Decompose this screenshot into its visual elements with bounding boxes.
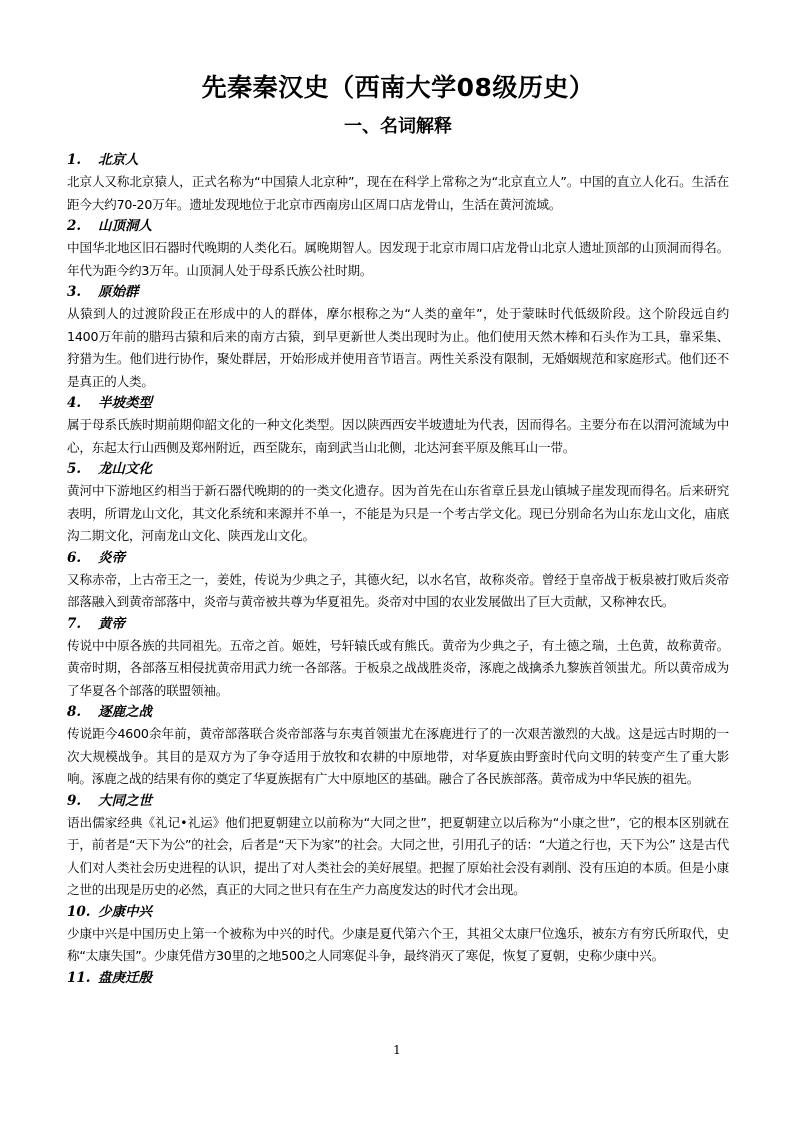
entry-term	[67, 902, 729, 923]
list-item	[67, 902, 729, 968]
entry-definition: 从猿到人的过渡阶段正在形成中的人的群体，摩尔根称之为“人类的童年”，处于蒙昧时代低级阶段。这个阶段远自约1400万年前的腊玛古猿和后来的南方古猿，到早更新世人类出现时为止。他们使用天然木棒和石头作为工具，靠采集、狩猎为生。他们进行协作，聚处群居，开始形成并使用音节语言。两性关系没有限制，无婚姻规范和家庭形式。他们还不是真正的人类。	[67, 306, 729, 389]
entry-term	[67, 282, 729, 303]
document-page	[67, 70, 729, 989]
entry-number: 8.	[67, 704, 82, 720]
entry-number: 1.	[67, 152, 82, 168]
list-item	[67, 548, 729, 614]
section-heading: 一、名词解释	[344, 116, 452, 137]
entry-term-label: 盘庚迁殷	[98, 969, 152, 986]
entry-number: 5.	[67, 461, 82, 477]
entry-term-label: 半坡类型	[98, 395, 152, 411]
entry-number: 2.	[67, 218, 82, 234]
entry-definition: 属于母系氏族时期前期仰韶文化的一种文化类型。因以陕西西安半坡遗址为代表，因而得名。主要分布在以渭河流域为中心，东起太行山西侧及郑州附近，西至陇东，南到武当山北侧，北达河套平原及熊耳山一带。	[67, 417, 729, 455]
entry-term-label: 逐鹿之战	[98, 704, 152, 720]
list-item	[67, 282, 729, 393]
entry-definition: 北京人又称北京猿人，正式名称为“中国猿人北京种”，现在在科学上常称之为“北京直立人”。中国的直立人化石。生活在距今大约70-20万年。遗址发现地位于北京市西南房山区周口店龙骨山，生活在黄河流域。	[67, 174, 729, 212]
entry-term	[67, 216, 729, 237]
entry-term	[67, 459, 729, 480]
entry-number: 11.	[67, 969, 91, 986]
entry-term	[67, 968, 729, 989]
entry-term-label: 山顶洞人	[98, 218, 152, 234]
entry-definition: 黄河中下游地区约相当于新石器代晚期的的一类文化遗存。因为首先在山东省章丘县龙山镇城子崖发现而得名。后来研究表明，所谓龙山文化，其文化系统和来源并不单一，不能是为只是一个考古学文化。现已分别命名为山东龙山文化，庙底沟二期文化，河南龙山文化、陕西龙山文化。	[67, 483, 729, 543]
list-item	[67, 614, 729, 703]
entry-definition: 传说中中原各族的共同祖先。五帝之首。姬姓，号轩辕氏或有熊氏。黄帝为少典之子，有土德之瑞，土色黄，故称黄帝。黄帝时期，各部落互相侵扰黄帝用武力统一各部落。于板泉之战战胜炎帝，涿鹿之战擒杀九黎族首领蚩尤。所以黄帝成为了华夏各个部落的联盟领袖。	[67, 637, 729, 698]
entry-term-label: 少康中兴	[98, 903, 152, 920]
entry-number: 3.	[67, 284, 82, 300]
document-title: 先秦秦汉史（西南大学08级历史）	[201, 73, 595, 102]
entry-term	[67, 393, 729, 414]
entry-term-label: 大同之世	[98, 792, 152, 809]
entry-term	[67, 702, 729, 723]
list-item	[67, 791, 729, 902]
entry-definition: 语出儒家经典《礼记•礼运》他们把夏朝建立以前称为“大同之世”，把夏朝建立以后称为“小康之世”，它的根本区别就在于，前者是“天下为公”的社会，后者是“天下为家”的社会。大同之世，引用孔子的话：“大道之行也，天下为公” 这是古代人们对人类社会历史进程的认识，提出了对人类社会的美好展望。把握了原始社会没有剥削、没有压迫的本质。但是小康之世的出现是历史的必然，真正的大同之世只有在生产力高度发达的时代才会出现。	[67, 814, 729, 897]
entry-term	[67, 614, 729, 635]
entry-list	[67, 150, 729, 989]
list-item	[67, 968, 729, 989]
entry-term-label: 北京人	[98, 152, 139, 168]
list-item	[67, 702, 729, 791]
list-item	[67, 150, 729, 216]
entry-definition: 又称赤帝，上古帝王之一，姜姓，传说为少典之子，其德火纪，以水名官，故称炎帝。曾经于皇帝战于板泉被打败后炎帝部落融入到黄帝部落中，炎帝与黄帝被共尊为华夏祖先。炎帝对中国的农业发展做出了巨大贡献，又称神农氏。	[67, 571, 729, 609]
entry-definition: 中国华北地区旧石器时代晚期的人类化石。属晚期智人。因发现于北京市周口店龙骨山北京人遗址顶部的山顶洞而得名。年代为距今约3万年。山顶洞人处于母系氏族公社时期。	[67, 240, 729, 278]
entry-definition: 传说距今4600余年前，黄帝部落联合炎帝部落与东夷首领蚩尤在涿鹿进行了的一次艰苦激烈的大战。这是远古时期的一次大规模战争。其目的是双方为了争夺适用于放牧和农耕的中原地带，对华夏族由野蛮时代向文明的转变产生了重大影响。涿鹿之战的结果有你的奠定了华夏族据有广大中原地区的基础。融合了各民族部落。黄帝成为中华民族的祖先。	[67, 726, 729, 786]
entry-term-label: 炎帝	[98, 549, 125, 566]
entry-term	[67, 150, 729, 171]
entry-term-label: 龙山文化	[98, 461, 152, 477]
entry-term	[67, 548, 729, 569]
entry-term-label: 黄帝	[98, 615, 125, 632]
list-item	[67, 459, 729, 548]
entry-number: 6.	[67, 549, 82, 566]
list-item	[67, 216, 729, 282]
entry-term	[67, 791, 729, 812]
entry-number: 7.	[67, 615, 82, 632]
entry-term-label: 原始群	[98, 284, 139, 300]
entry-number: 9.	[67, 792, 82, 809]
entry-number: 4.	[67, 395, 82, 411]
list-item	[67, 393, 729, 459]
entry-number: 10.	[67, 903, 91, 920]
page-number: 1	[393, 1043, 401, 1057]
entry-definition: 少康中兴是中国历史上第一个被称为中兴的时代。少康是夏代第六个王，其祖父太康尸位逸乐，被东方有穷氏所取代，史称“太康失国”。少康凭借方30里的之地500之人同寒促斗争，最终消灭了寒促，恢复了夏朝，史称少康中兴。	[67, 925, 729, 963]
